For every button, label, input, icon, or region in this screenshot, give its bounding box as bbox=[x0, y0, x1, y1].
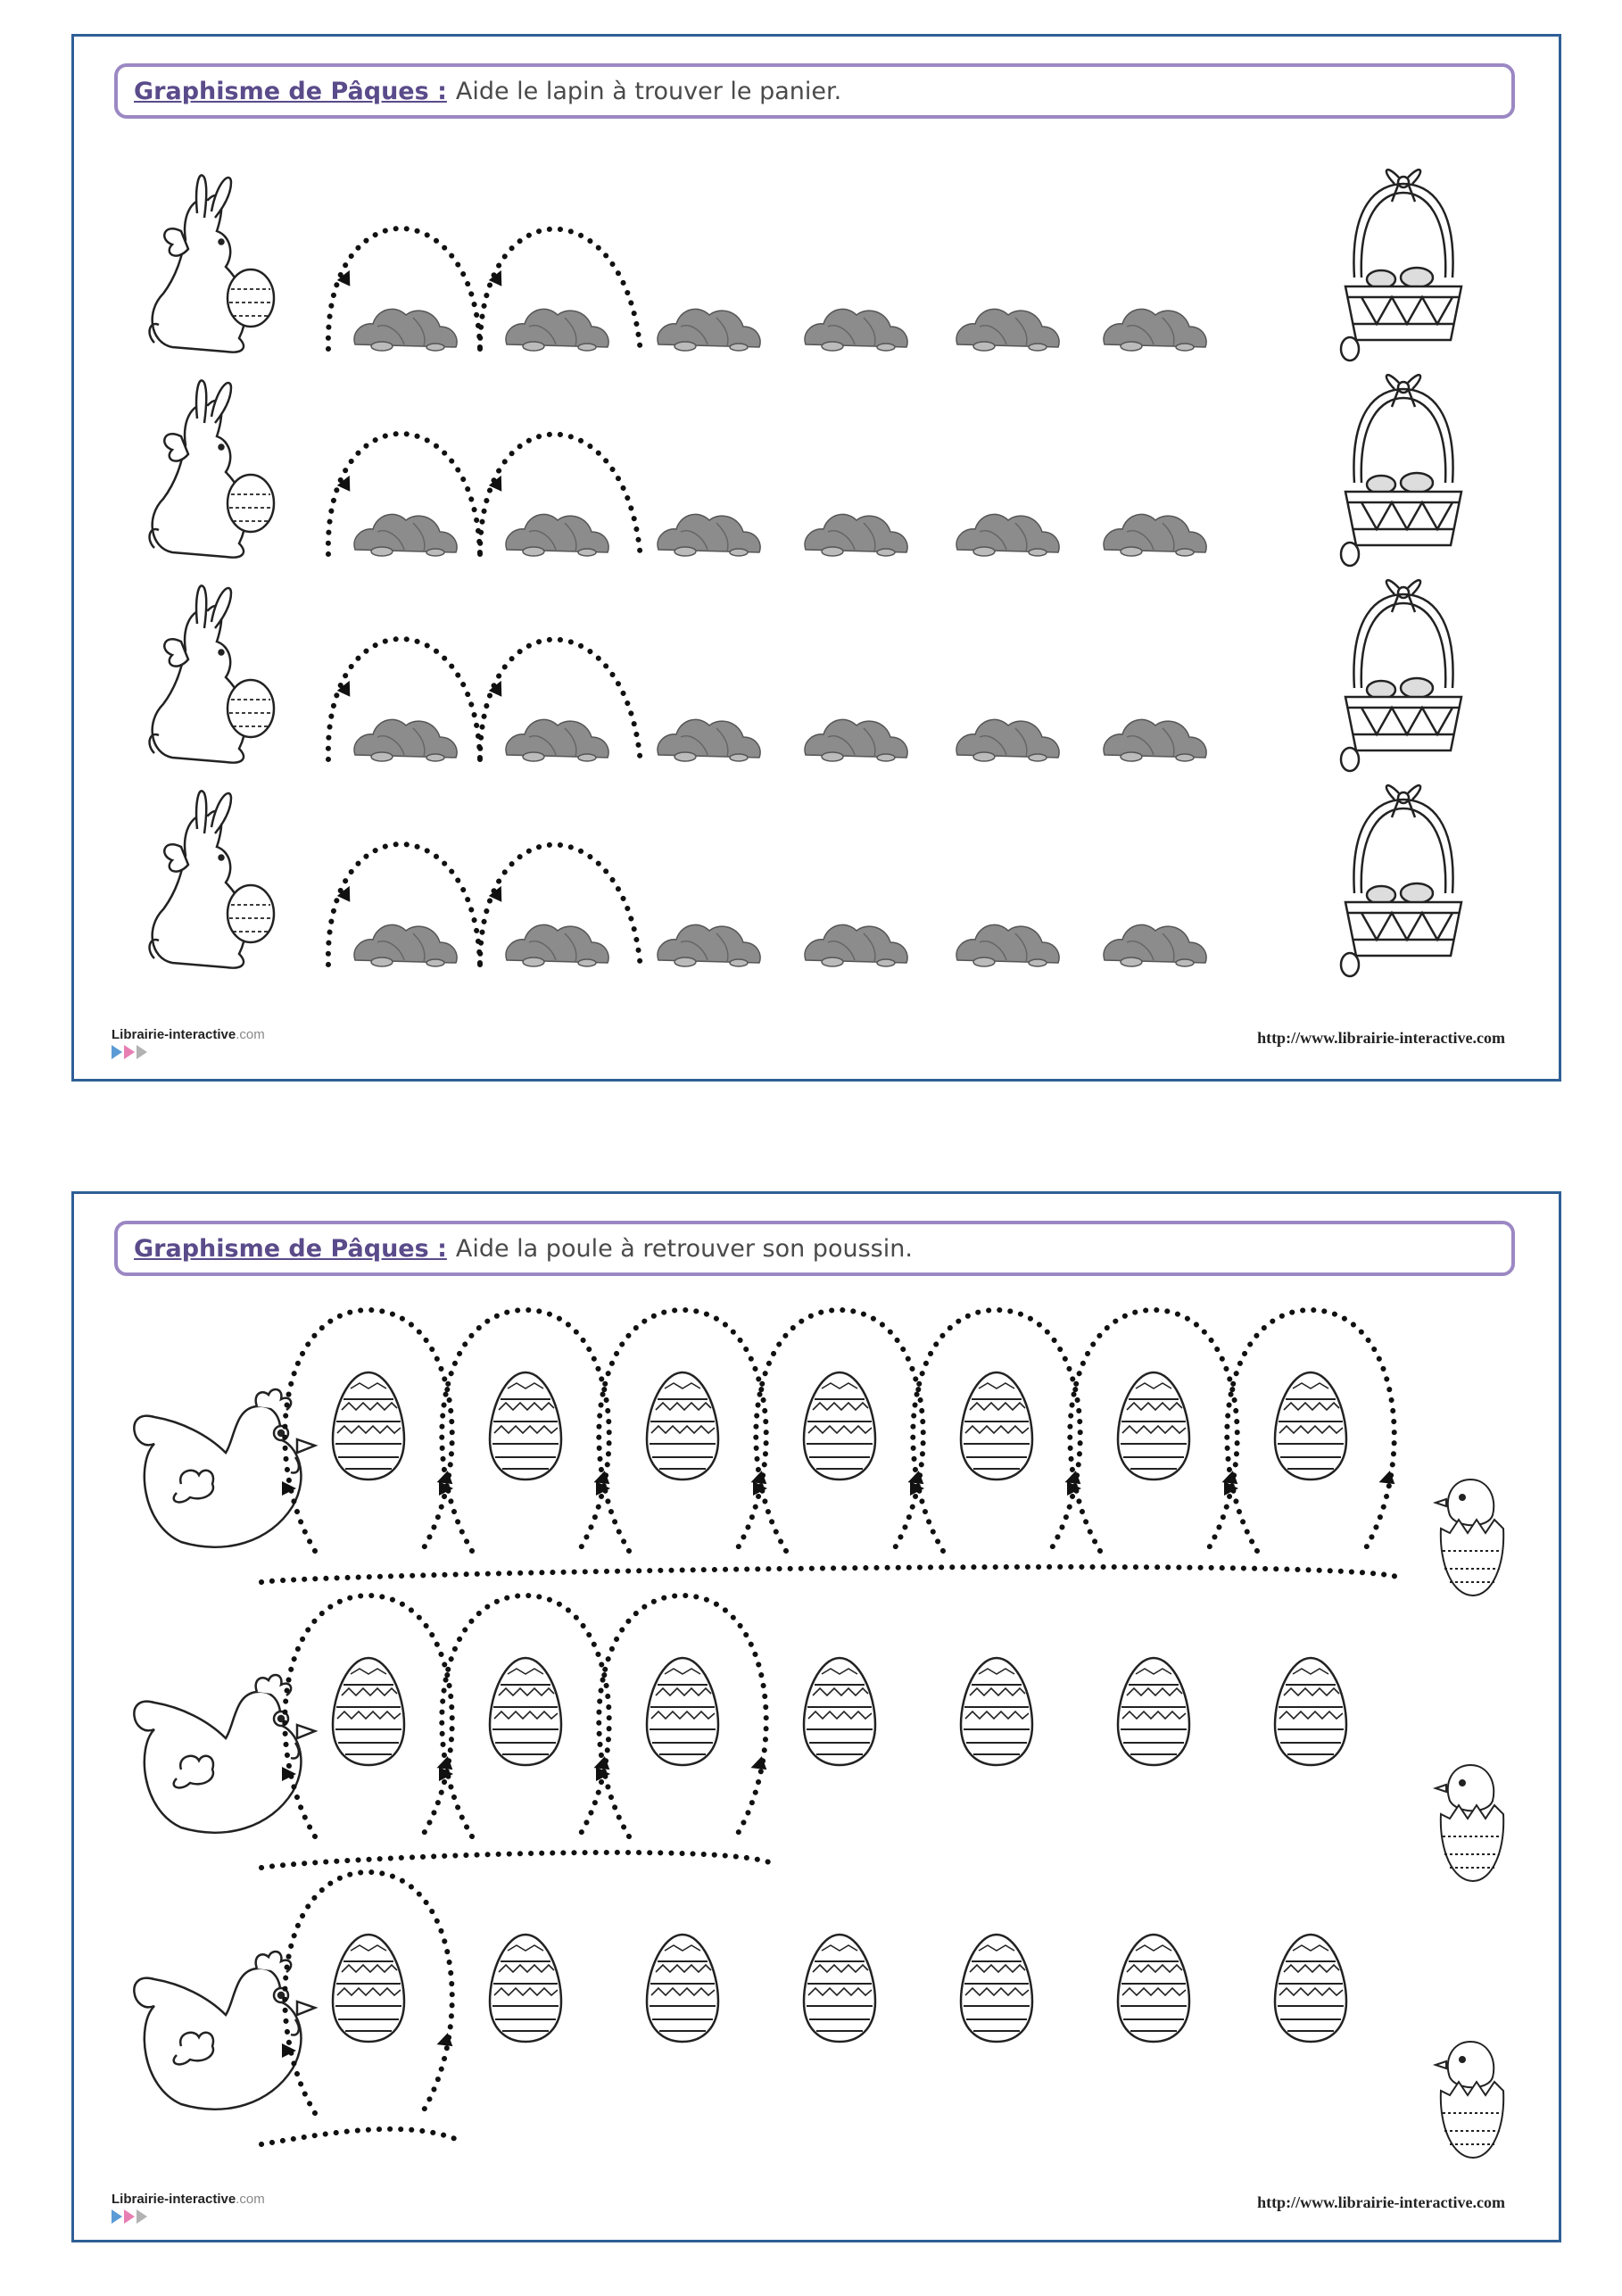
chick-in-egg-icon bbox=[1436, 1765, 1503, 1881]
rock-pile-icon bbox=[956, 924, 1059, 966]
exercise-row bbox=[150, 580, 1461, 771]
rock-pile-icon bbox=[1104, 719, 1206, 761]
easter-basket-icon bbox=[1341, 170, 1461, 361]
rock-pile-icon bbox=[658, 719, 760, 761]
rock-pile-icon bbox=[805, 719, 907, 761]
worksheet-hen bbox=[71, 1191, 1561, 2242]
traced-baseline bbox=[261, 2129, 458, 2144]
exercise-row bbox=[134, 1310, 1503, 1596]
rock-pile-icon bbox=[658, 309, 760, 351]
rock-pile-icon bbox=[805, 309, 907, 351]
site-logo bbox=[112, 2192, 265, 2224]
rock-pile-icon bbox=[506, 924, 608, 966]
decorated-egg-icon bbox=[647, 1658, 718, 1765]
rock-pile-icon bbox=[354, 719, 457, 761]
worksheet-instruction: Aide la poule à retrouver son poussin. bbox=[455, 1234, 913, 1263]
decorated-egg-icon bbox=[804, 1372, 875, 1480]
rock-pile-icon bbox=[354, 514, 457, 556]
decorated-egg-icon bbox=[333, 1935, 404, 2042]
decorated-egg-icon bbox=[804, 1935, 875, 2042]
worksheet-rabbit bbox=[71, 34, 1561, 1082]
rock-pile-icon bbox=[658, 924, 760, 966]
rock-pile-icon bbox=[506, 719, 608, 761]
logo-name: Librairie-interactive bbox=[112, 1027, 236, 1042]
decorated-egg-icon bbox=[333, 1372, 404, 1480]
decorated-egg-icon bbox=[1275, 1658, 1346, 1765]
rabbit-holding-egg-icon bbox=[150, 175, 274, 352]
decorated-egg-icon bbox=[490, 1935, 561, 2042]
easter-basket-icon bbox=[1341, 375, 1461, 566]
decorated-egg-icon bbox=[647, 1935, 718, 2042]
decorated-egg-icon bbox=[961, 1935, 1032, 2042]
exercise-row bbox=[150, 785, 1461, 976]
decorated-egg-icon bbox=[1118, 1935, 1189, 2042]
rock-pile-icon bbox=[506, 514, 608, 556]
traced-baseline bbox=[261, 1567, 1400, 1582]
rock-pile-icon bbox=[658, 514, 760, 556]
exercise-row bbox=[134, 1872, 1503, 2158]
rock-pile-icon bbox=[805, 924, 907, 966]
decorated-egg-icon bbox=[1275, 1935, 1346, 2042]
rabbit-holding-egg-icon bbox=[150, 380, 274, 557]
logo-arrows-icon bbox=[112, 2209, 265, 2224]
rock-pile-icon bbox=[354, 924, 457, 966]
decorated-egg-icon bbox=[804, 1658, 875, 1765]
traced-baseline bbox=[261, 1853, 772, 1868]
decorated-egg-icon bbox=[1275, 1372, 1346, 1480]
rock-pile-icon bbox=[1104, 309, 1206, 351]
decorated-egg-icon bbox=[490, 1658, 561, 1765]
rock-pile-icon bbox=[1104, 514, 1206, 556]
rock-pile-icon bbox=[1104, 924, 1206, 966]
exercise-row bbox=[150, 375, 1461, 566]
footer-url: http://www.librairie-interactive.com bbox=[1257, 2193, 1505, 2211]
logo-suffix: .com bbox=[236, 2192, 265, 2207]
logo-arrows-icon bbox=[112, 1045, 265, 1059]
decorated-egg-icon bbox=[1118, 1372, 1189, 1480]
exercise-row bbox=[150, 170, 1461, 361]
rock-pile-icon bbox=[956, 309, 1059, 351]
logo-name: Librairie-interactive bbox=[112, 2192, 236, 2207]
worksheet-title-label: Graphisme de Pâques : bbox=[134, 1234, 447, 1263]
rock-pile-icon bbox=[354, 309, 457, 351]
rabbit-exercise-area bbox=[74, 37, 1559, 1079]
worksheet-instruction: Aide le lapin à trouver le panier. bbox=[455, 77, 842, 105]
decorated-egg-icon bbox=[647, 1372, 718, 1480]
site-logo bbox=[112, 1027, 265, 1059]
worksheet-title-label: Graphisme de Pâques : bbox=[134, 77, 447, 105]
hen-exercise-area bbox=[74, 1194, 1559, 2240]
logo-suffix: .com bbox=[236, 1027, 265, 1042]
easter-basket-icon bbox=[1341, 580, 1461, 771]
rock-pile-icon bbox=[805, 514, 907, 556]
chick-in-egg-icon bbox=[1436, 2042, 1503, 2158]
rock-pile-icon bbox=[956, 514, 1059, 556]
easter-basket-icon bbox=[1341, 785, 1461, 976]
footer-url: http://www.librairie-interactive.com bbox=[1257, 1029, 1505, 1047]
decorated-egg-icon bbox=[1118, 1658, 1189, 1765]
decorated-egg-icon bbox=[490, 1372, 561, 1480]
decorated-egg-icon bbox=[333, 1658, 404, 1765]
rabbit-holding-egg-icon bbox=[150, 791, 274, 967]
rabbit-holding-egg-icon bbox=[150, 585, 274, 762]
chick-in-egg-icon bbox=[1436, 1480, 1503, 1596]
decorated-egg-icon bbox=[961, 1372, 1032, 1480]
rock-pile-icon bbox=[956, 719, 1059, 761]
exercise-row bbox=[134, 1596, 1503, 1881]
decorated-egg-icon bbox=[961, 1658, 1032, 1765]
rock-pile-icon bbox=[506, 309, 608, 351]
